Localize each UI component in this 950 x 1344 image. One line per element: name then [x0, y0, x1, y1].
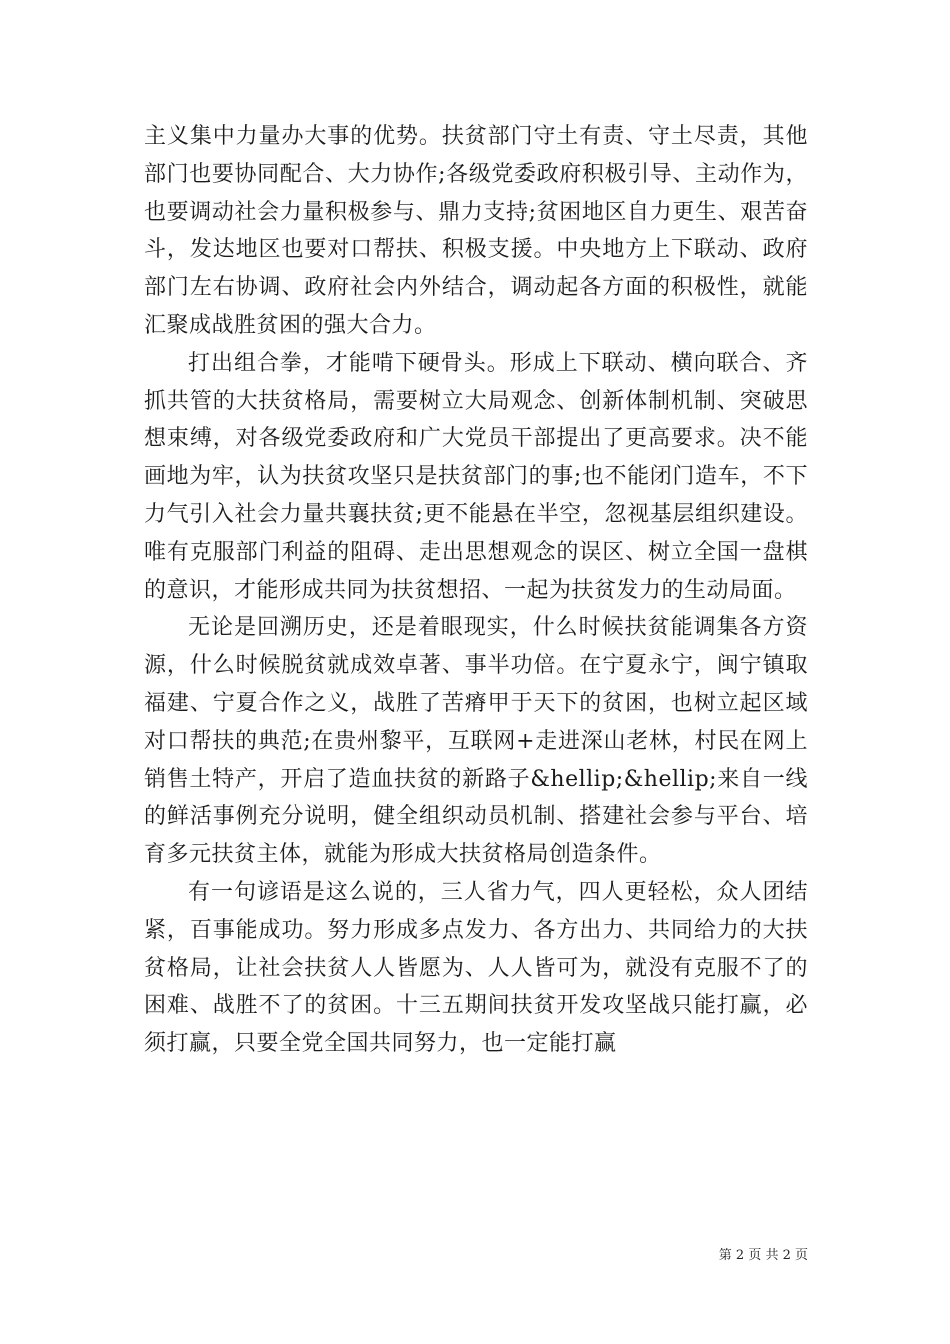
paragraph-4: 有一句谚语是这么说的，三人省力气，四人更轻松，众人团结紧，百事能成功。努力形成多点发力、各方出力、共同给力的大扶贫格局，让社会扶贫人人皆愿为、人人皆可为，就没有克服不了的困难、战胜不了的贫困。十三五期间扶贫开发攻坚战只能打赢，必须打赢，只要全党全国共同努力，也一定能打赢 [144, 879, 808, 1057]
page-number-footer: 第 2 页 共 2 页 [718, 1248, 808, 1263]
paragraph-2: 打出组合拳，才能啃下硬骨头。形成上下联动、横向联合、齐抓共管的大扶贫格局，需要树立大局观念、创新体制机制、突破思想束缚，对各级党委政府和广大党员干部提出了更高要求。决不能画地为牢，认为扶贫攻坚只是扶贫部门的事;也不能闭门造车，不下力气引入社会力量共襄扶贫;更不能悬在半空，忽视基层组织建设。唯有克服部门利益的阻碍、走出思想观念的误区、树立全国一盘棋的意识，才能形成共同为扶贫想招、一起为扶贫发力的生动局面。 [144, 350, 808, 603]
body-text [144, 118, 808, 1063]
paragraph-1: 主义集中力量办大事的优势。扶贫部门守土有责、守土尽责，其他部门也要协同配合、大力协作;各级党委政府积极引导、主动作为，也要调动社会力量积极参与、鼎力支持;贫困地区自力更生、艰苦奋斗，发达地区也要对口帮扶、积极支援。中央地方上下联动、政府部门左右协调、政府社会内外结合，调动起各方面的积极性，就能汇聚成战胜贫困的强大合力。 [144, 124, 808, 338]
paragraph-3: 无论是回溯历史，还是着眼现实，什么时候扶贫能调集各方资源，什么时候脱贫就成效卓著、事半功倍。在宁夏永宁，闽宁镇取福建、宁夏合作之义，战胜了苦瘠甲于天下的贫困，也树立起区域对口帮扶的典范;在贵州黎平，互联网+走进深山老林，村民在网上销售土特产，开启了造血扶贫的新路子&hellip;&hellip;来自一线的鲜活事例充分说明，健全组织动员机制、搭建社会参与平台、培育多元扶贫主体，就能为形成大扶贫格局创造条件。 [144, 615, 808, 868]
